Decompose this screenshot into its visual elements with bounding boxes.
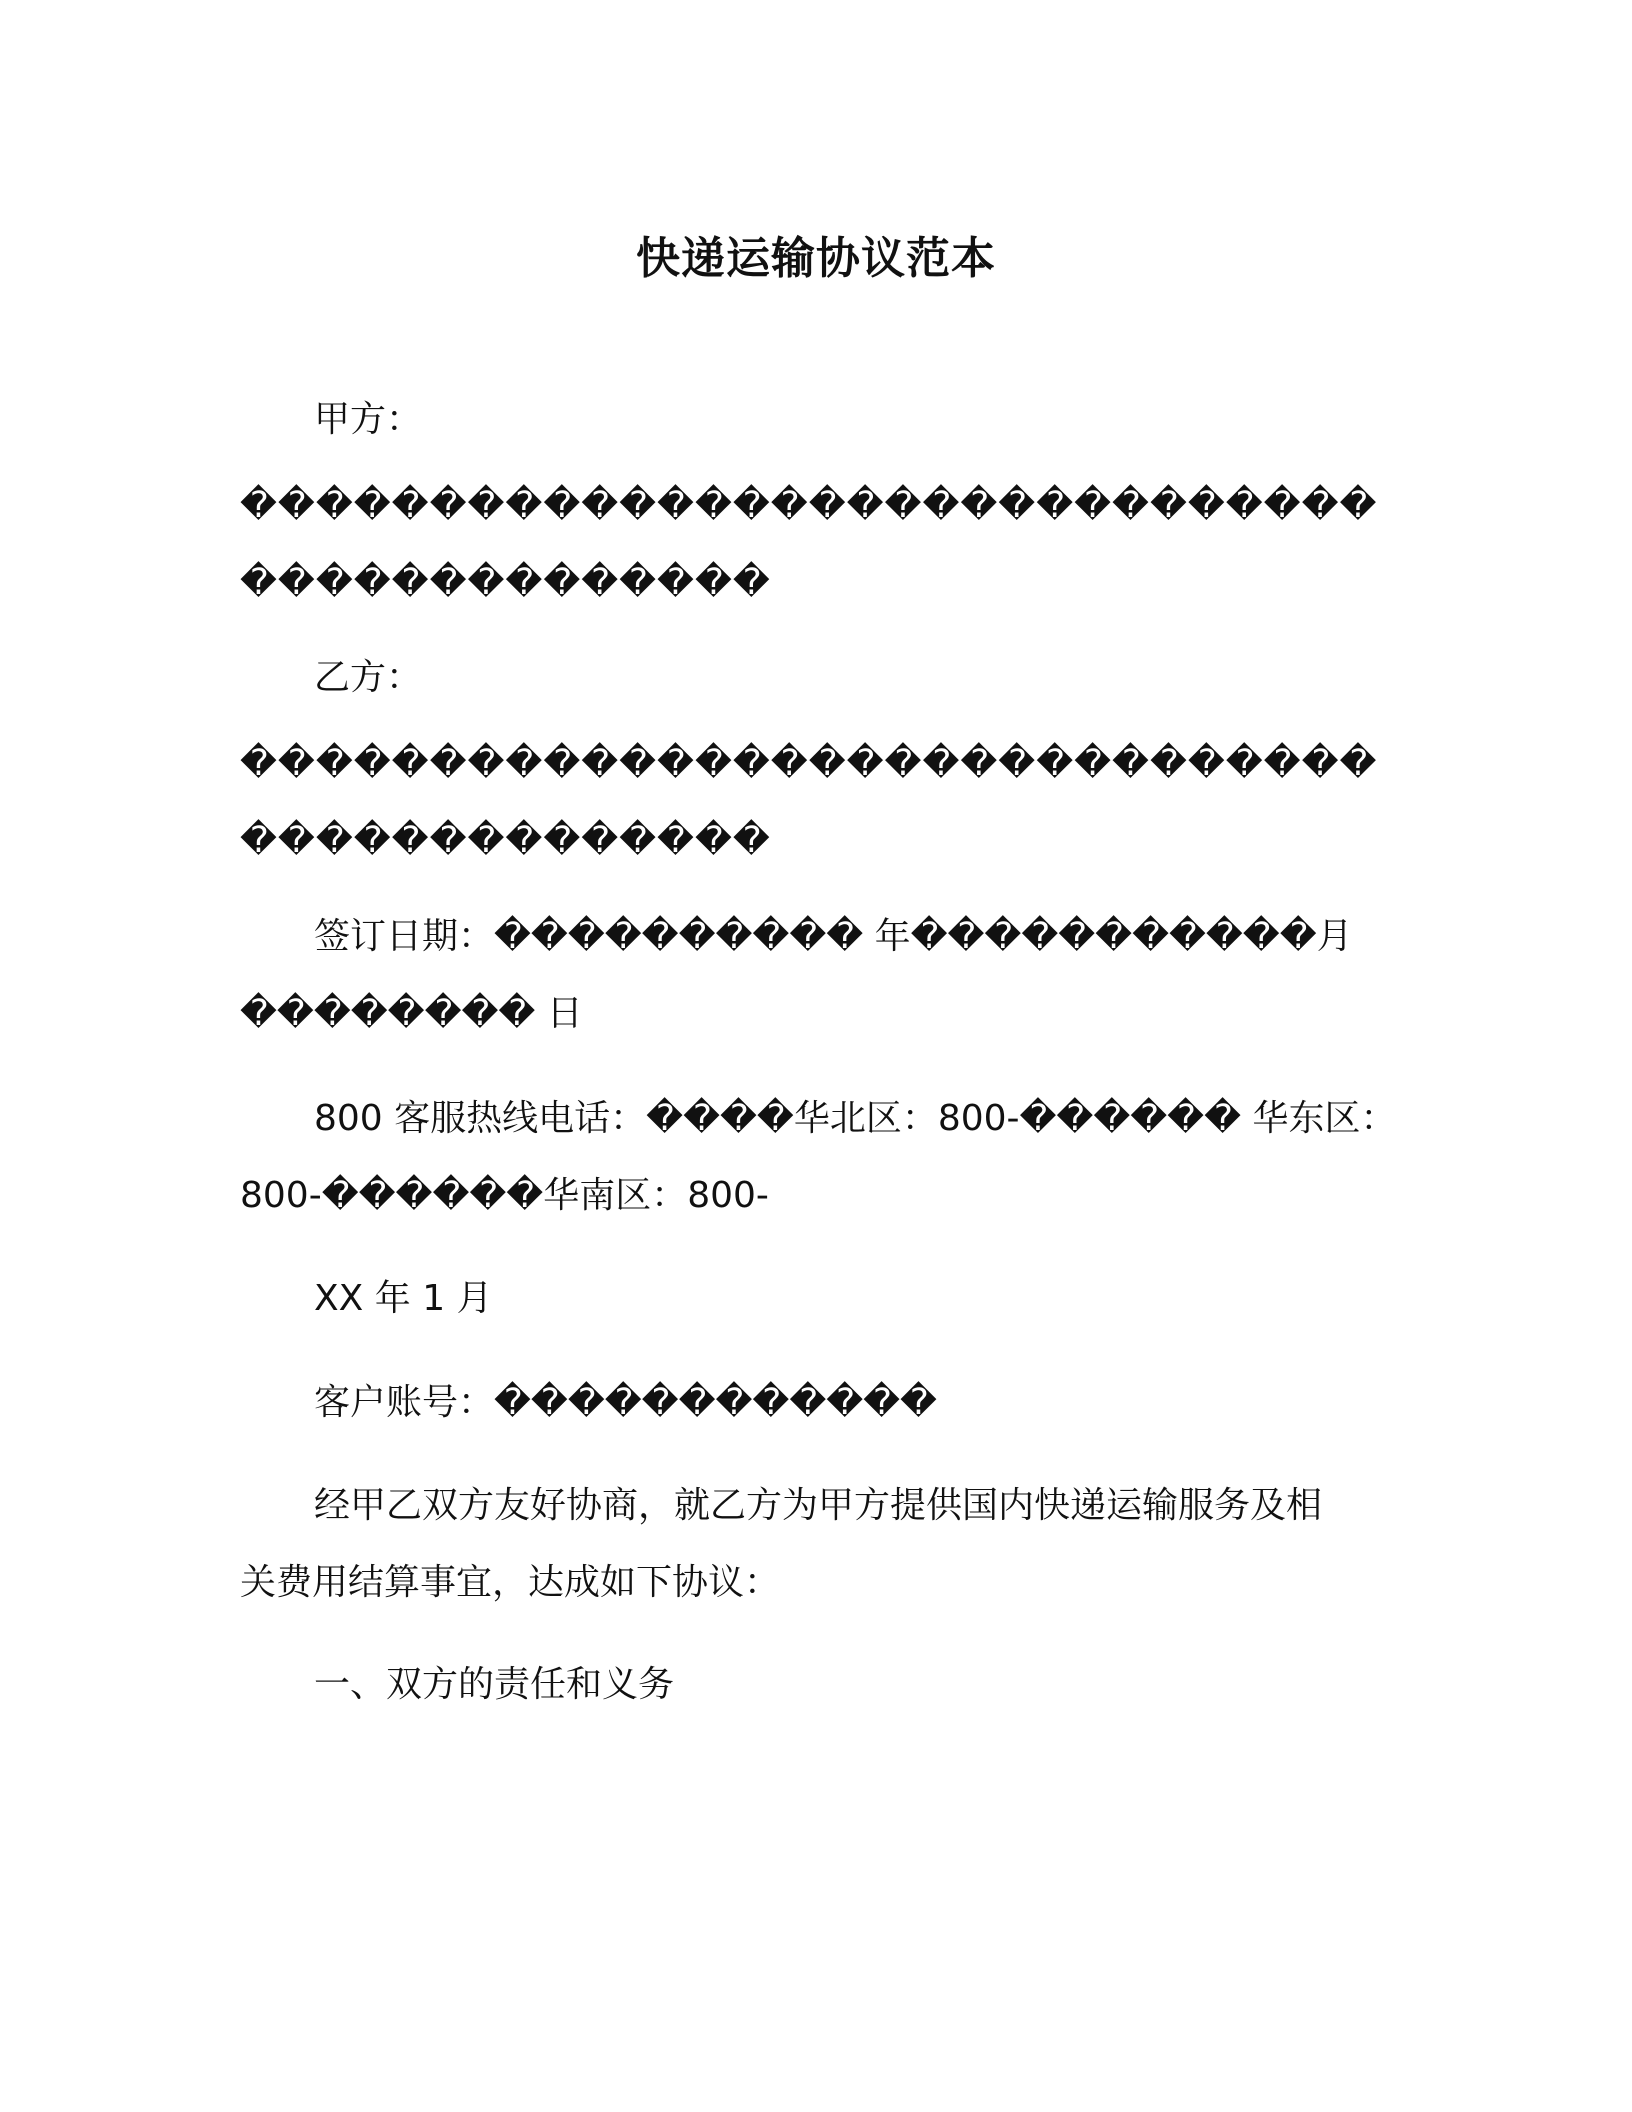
party-b-block [240, 639, 1392, 716]
customer-account-block [240, 1364, 1392, 1441]
party-a-value [240, 467, 1392, 621]
party-a-label: 甲方： [314, 399, 423, 440]
intro-line-1: 经甲乙双方友好协商，就乙方为甲方提供国内快递运输服务及相 [314, 1485, 1323, 1526]
hotline-line-2: 800-������华南区：800- [240, 1175, 769, 1216]
sign-date-line-2: �������� 日 [240, 993, 583, 1034]
hotline-block [240, 1080, 1397, 1234]
intro-paragraph [240, 1467, 1392, 1621]
party-a-line-2: �������������� [240, 562, 771, 603]
party-a-line-1: ������������������������������ [240, 485, 1378, 526]
party-b-line-2: �������������� [240, 820, 771, 861]
sign-date-block [240, 898, 1392, 1052]
document-title: 快递运输协议范本 [636, 233, 996, 284]
party-b-label: 乙方： [314, 657, 423, 698]
section-1-heading: 一、双方的责任和义务 [314, 1664, 675, 1705]
party-a-block [240, 381, 1392, 458]
section-1-block [240, 1646, 1392, 1723]
date-block [240, 1260, 1392, 1337]
party-b-line-1: ������������������������������ [240, 743, 1378, 784]
customer-account: 客户账号：������������ [314, 1382, 937, 1423]
party-b-value [240, 725, 1392, 879]
hotline-line-1: 800 客服热线电话：����华北区：800-������ 华东区： [314, 1098, 1397, 1139]
date-text: XX 年 1 月 [314, 1278, 493, 1319]
sign-date-line-1: 签订日期：���������� 年�����������月 [314, 916, 1353, 957]
intro-line-2: 关费用结算事宜，达成如下协议： [240, 1562, 781, 1603]
